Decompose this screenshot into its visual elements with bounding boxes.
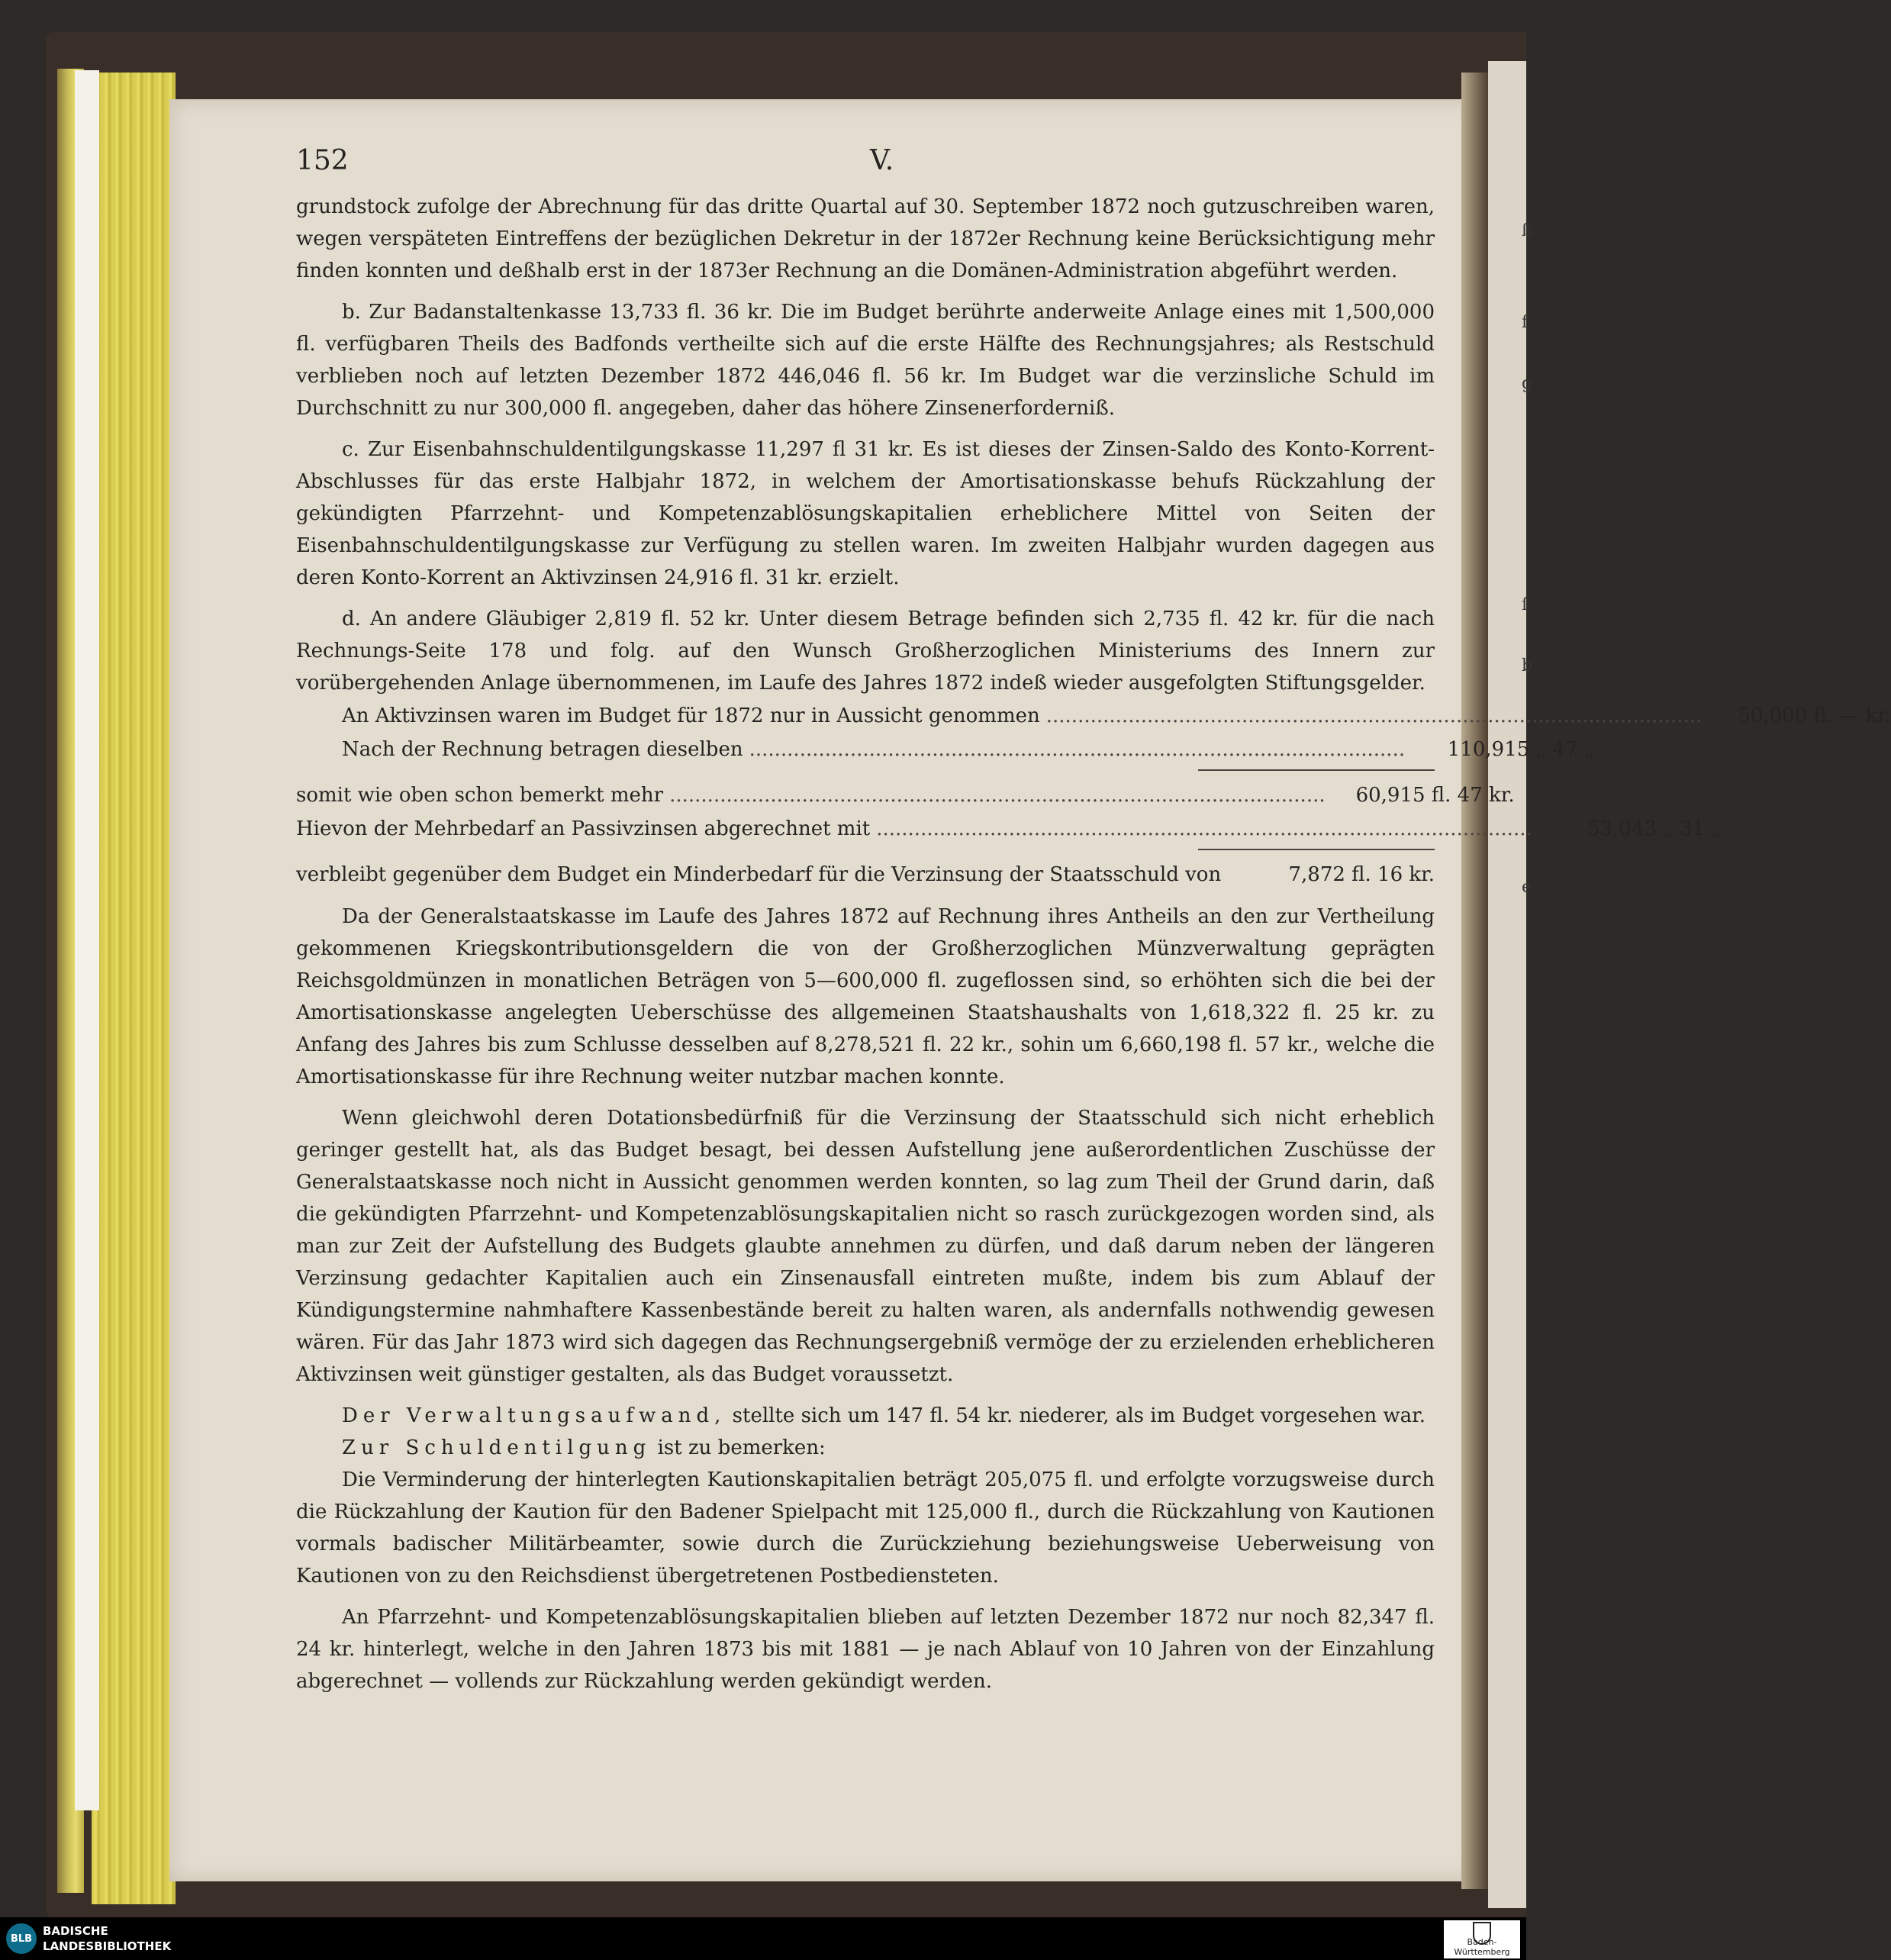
running-head bbox=[296, 137, 1435, 191]
page-stack bbox=[92, 73, 176, 1904]
viewer-footer bbox=[0, 1917, 1526, 1960]
paragraph-g: Der Verwaltungsaufwand, stellte sich um 147 fl. 54 kr. niederer, als im Budget vorgesehen war. bbox=[342, 1404, 1425, 1427]
sum-rule bbox=[1198, 769, 1435, 771]
paragraph-b: b. Zur Badanstaltenkasse 13,733 fl. 36 kr. Die im Budget berührte anderweite Anlage eines mit 1,500,000 fl. verfügbaren Theils des Badfonds vertheilte sich auf die erste Hälfte des Rechnungsjahres; als Restschuld verblieben noch auf letzten Dezember 1872 446,046 fl. 56 kr. Im Budget war die verzinsliche Schuld im Durchschnitt zu nur 300,000 fl. angegeben, daher das höhere Zinsenerforderniß. bbox=[296, 301, 1435, 420]
table-row: Nach der Rechnung betragen dieselben ........................................................................................................ 110,915 „ 47 „ bbox=[342, 738, 1595, 761]
library-name[interactable]: BADISCHE LANDESBIBLIOTHEK bbox=[43, 1924, 172, 1953]
baden-wuerttemberg-logo[interactable]: Baden-Württemberg bbox=[1444, 1920, 1520, 1958]
table-row: verbleibt gegenüber dem Budget ein Minderbedarf für die Verzinsung der Staatsschuld von 7,872 fl. 16 kr. bbox=[296, 863, 1435, 886]
sum-rule bbox=[1198, 849, 1435, 850]
page-flap bbox=[75, 70, 99, 1810]
paragraph-j: An Pfarrzehnt- und Kompetenzablösungskapitalien blieben auf letzten Dezember 1872 nur noch 82,347 fl. 24 kr. hinterlegt, welche in den Jahren 1873 bis mit 1881 — je nach Ablauf von 10 Jahren von der Einzahlung abgerechnet — vollends zur Rückzahlung werden gekündigt werden. bbox=[296, 1606, 1435, 1693]
paragraph-e: Da der Generalstaatskasse im Laufe des Jahres 1872 auf Rechnung ihres Antheils an den zur Vertheilung gekommenen Kriegskontributionsgeldern die von der Großherzoglichen Münzverwaltung geprägten Reichsgoldmünzen in monatlichen Beträgen von 5—600,000 fl. zugeflossen sind, so erhöhten sich die bei der Amortisationskasse angelegten Ueberschüsse des allgemeinen Staatshaushalts von 1,618,322 fl. 25 kr. zu Anfang des Jahres bis zum Schlusse desselben auf 8,278,521 fl. 22 kr., sohin um 6,660,198 fl. 57 kr., welche die Amortisationskasse für ihre Rechnung weiter nutzbar machen konnte. bbox=[296, 905, 1435, 1088]
section-number: V. bbox=[870, 145, 894, 176]
paragraph-i: Die Verminderung der hinterlegten Kautionskapitalien beträgt 205,075 fl. und erfolgte vorzugsweise durch die Rückzahlung der Kaution für den Badener Spielpacht mit 125,000 fl., durch die Rückzahlung von Kautionen vormals badischer Militärbeamter, sowie durch die Zurückziehung beziehungsweise Ueberweisung von Kautionen von zu den Reichsdienst übergetretenen Postbediensteten. bbox=[296, 1468, 1435, 1588]
paragraph-c: c. Zur Eisenbahnschuldentilgungskasse 11,297 fl 31 kr. Es ist dieses der Zinsen-Saldo des Konto-Korrent-Abschlusses für das erste Halbjahr 1872, in welchem der Amortisationskasse behufs Rückzahlung der gekündigten Pfarrzehnt- und Kompetenzablösungskapitalien erheblichere Mittel von Seiten der Eisenbahnschuldentilgungskasse zur Verfügung zu stellen waren. Im zweiten Halbjahr wurden dagegen aus deren Konto-Korrent an Aktivzinsen 24,916 fl. 31 kr. erzielt. bbox=[296, 438, 1435, 589]
paragraph: grundstock zufolge der Abrechnung für das dritte Quartal auf 30. September 1872 noch gutzuschreiben waren, wegen verspäteten Eintreffens der bezüglichen Dekretur in der 1872er Rechnung keine Berücksichtigung mehr finden konnten und deßhalb erst in der 1873er Rechnung an die Domänen-Administration abgeführt werden. bbox=[296, 195, 1435, 282]
table-row: Hievon der Mehrbedarf an Passivzinsen abgerechnet mit ........................................................................................................ 53,043 „ 31 „ bbox=[296, 817, 1722, 840]
paragraph-d: d. An andere Gläubiger 2,819 fl. 52 kr. Unter diesem Betrage befinden sich 2,735 fl. 42 kr. für die nach Rechnungs-Seite 178 und folg. auf den Wunsch Großherzoglichen Ministeriums des Innern zur vorübergehenden Anlage übernommenen, im Laufe des Jahres 1872 indeß wieder ausgefolgten Stiftungsgelder. bbox=[296, 608, 1435, 695]
table-row: somit wie oben schon bemerkt mehr ........................................................................................................ 60,915 fl. 47 kr. bbox=[296, 784, 1515, 807]
blb-logo-icon[interactable]: BLB bbox=[6, 1923, 37, 1954]
table-row: An Aktivzinsen waren im Budget für 1872 nur in Aussicht genommen ........................................................................................................ 50,000 fl. — kr. bbox=[342, 704, 1891, 727]
facing-page-edge: ß f g ſ b e bbox=[1488, 61, 1526, 1908]
paragraph-h: Zur Schuldentilgung ist zu bemerken: bbox=[342, 1436, 826, 1459]
paragraph-f: Wenn gleichwohl deren Dotationsbedürfniß für die Verzinsung der Staatsschuld sich nicht erheblich geringer gestellt hat, als das Budget besagt, bei dessen Aufstellung jene außerordentlichen Zuschüsse der Generalstaatskasse noch nicht in Aussicht genommen werden konnten, so lag zum Theil der Grund darin, daß die gekündigten Pfarrzehnt- und Kompetenzablösungskapitalien nicht so rasch zurückgezogen worden sind, als man zur Zeit der Aufstellung des Budgets glaubte annehmen zu dürfen, und daß darum neben der längeren Verzinsung gedachter Kapitalien auch ein Zinsenausfall eintreten mußte, indem bis zum Ablauf der Kündigungstermine nahmhaftere Kassenbestände bereit zu halten waren, als andernfalls nothwendig gewesen wären. Für das Jahr 1873 wird sich dagegen das Rechnungsergebniß vermöge der zu erzielenden erheblicheren Aktivzinsen weit günstiger gestalten, als das Budget voraussetzt. bbox=[296, 1107, 1435, 1386]
page-number: 152 bbox=[296, 145, 349, 176]
